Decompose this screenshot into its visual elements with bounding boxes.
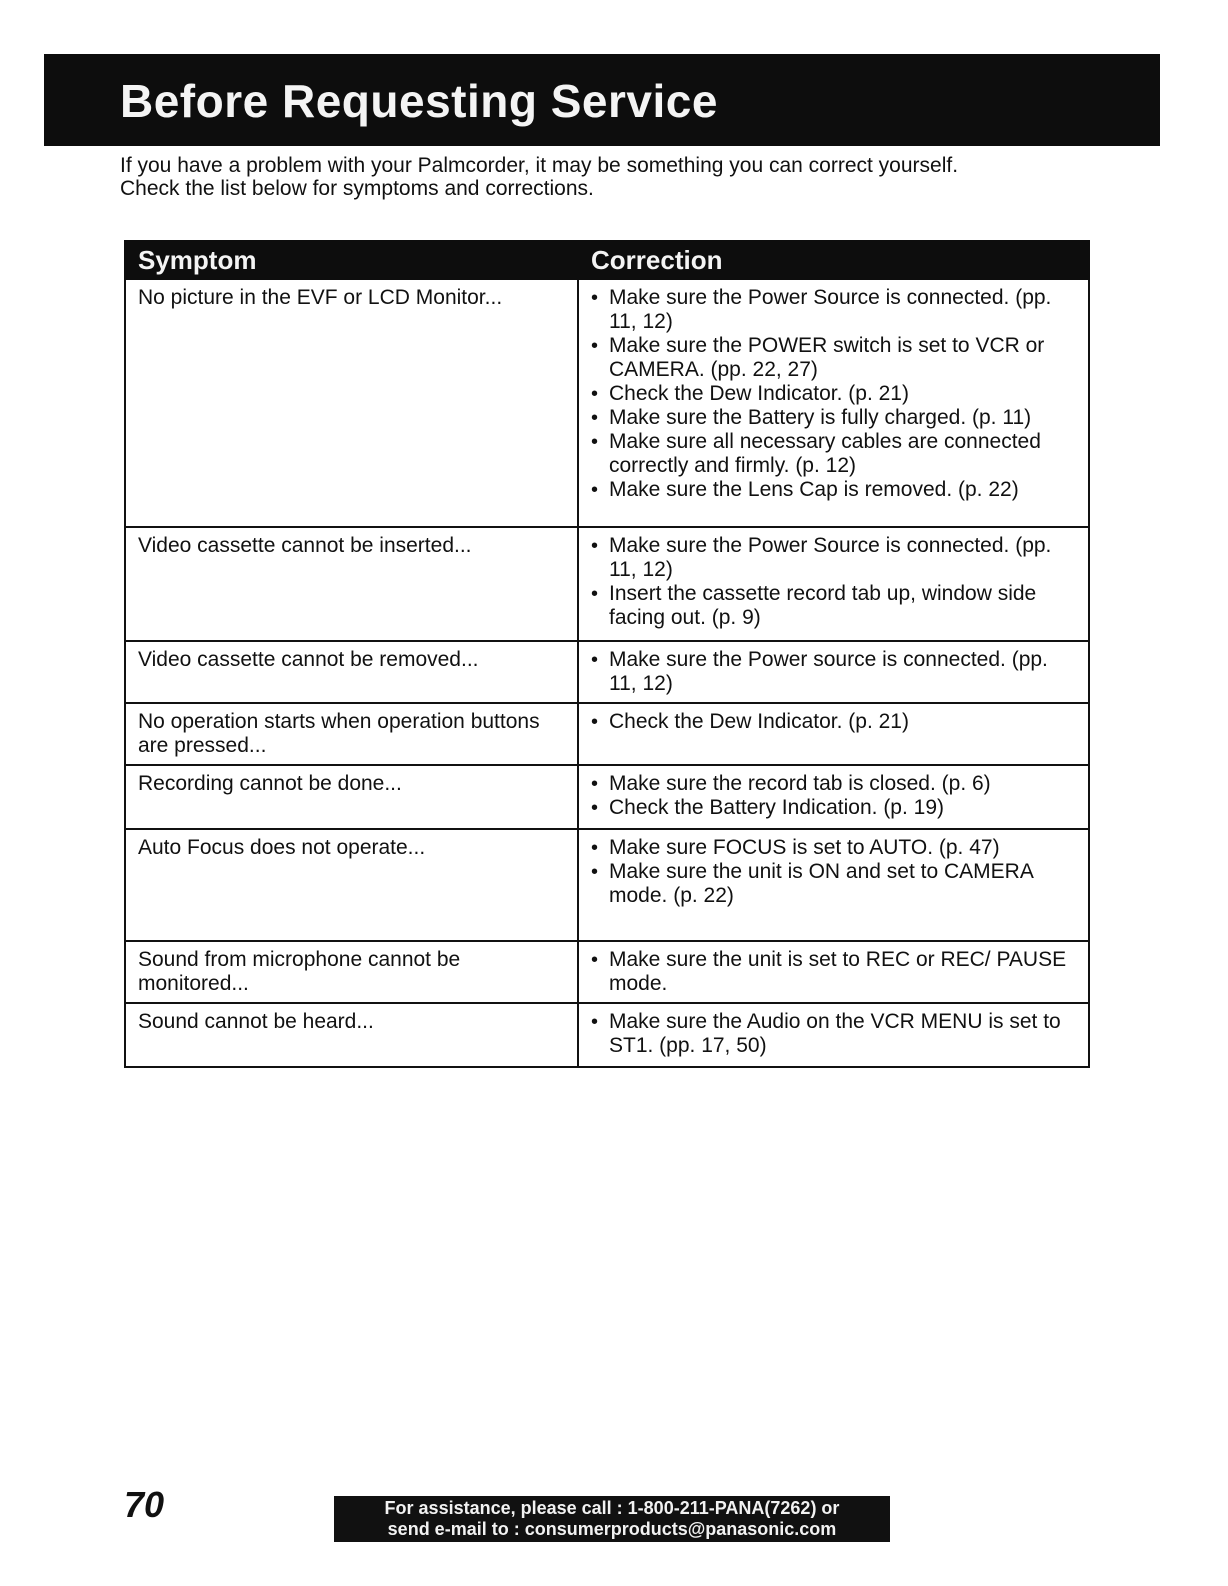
correction-item: • Make sure the Power Source is connected. (pp. 11, 12)	[591, 534, 1078, 582]
title-bar	[44, 54, 1160, 146]
correction-item: • Make sure the unit is ON and set to CAMERA mode. (p. 22)	[591, 860, 1078, 908]
table-row	[125, 1003, 1089, 1067]
intro-text	[120, 154, 1020, 200]
assistance-phone: For assistance, please call : 1-800-211-PANA(7262) or	[384, 1498, 840, 1518]
correction-item: • Make sure the Power source is connected. (pp. 11, 12)	[591, 648, 1078, 696]
correction-item: • Make sure the record tab is closed. (p. 6)	[591, 772, 1078, 796]
intro-line-2: Check the list below for symptoms and corrections.	[120, 177, 594, 200]
table-row	[125, 641, 1089, 703]
correction-cell	[578, 527, 1089, 641]
correction-item: • Make sure the unit is set to REC or REC/ PAUSE mode.	[591, 948, 1078, 996]
correction-item: • Make sure all necessary cables are connected correctly and firmly. (p. 12)	[591, 430, 1078, 478]
table-row	[125, 279, 1089, 527]
correction-cell	[578, 941, 1089, 1003]
table-row	[125, 829, 1089, 941]
correction-item: • Make sure the Battery is fully charged. (p. 11)	[591, 406, 1078, 430]
table-row	[125, 527, 1089, 641]
table-header-row	[125, 241, 1089, 279]
correction-item: • Make sure the POWER switch is set to VCR or CAMERA. (pp. 22, 27)	[591, 334, 1078, 382]
correction-item: • Make sure the Audio on the VCR MENU is set to ST1. (pp. 17, 50)	[591, 1010, 1078, 1058]
correction-item: • Make sure FOCUS is set to AUTO. (p. 47)	[591, 836, 1078, 860]
symptom-cell: No picture in the EVF or LCD Monitor...	[125, 279, 578, 527]
table-row	[125, 765, 1089, 829]
correction-cell	[578, 703, 1089, 765]
troubleshooting-table	[124, 240, 1090, 1068]
column-header-correction: Correction	[578, 241, 1089, 279]
assistance-email: send e-mail to : consumerproducts@panasonic.com	[387, 1519, 837, 1539]
correction-cell	[578, 279, 1089, 527]
symptom-cell: Sound cannot be heard...	[125, 1003, 578, 1067]
correction-item: • Check the Dew Indicator. (p. 21)	[591, 710, 1078, 734]
symptom-cell: Recording cannot be done...	[125, 765, 578, 829]
correction-cell	[578, 765, 1089, 829]
table-row	[125, 941, 1089, 1003]
correction-item: • Make sure the Power Source is connected. (pp. 11, 12)	[591, 286, 1078, 334]
correction-item: • Check the Battery Indication. (p. 19)	[591, 796, 1078, 820]
correction-item: • Insert the cassette record tab up, window side facing out. (p. 9)	[591, 582, 1078, 630]
correction-cell	[578, 1003, 1089, 1067]
symptom-cell: Sound from microphone cannot be monitored...	[125, 941, 578, 1003]
correction-cell	[578, 641, 1089, 703]
symptom-cell: Auto Focus does not operate...	[125, 829, 578, 941]
column-header-symptom: Symptom	[125, 241, 578, 279]
correction-cell	[578, 829, 1089, 941]
page-number: 70	[124, 1484, 165, 1525]
symptom-cell: Video cassette cannot be inserted...	[125, 527, 578, 641]
symptom-cell: Video cassette cannot be removed...	[125, 641, 578, 703]
intro-line-1: If you have a problem with your Palmcorder, it may be something you can correct yourself.	[120, 154, 959, 177]
symptom-cell: No operation starts when operation buttons are pressed...	[125, 703, 578, 765]
assistance-banner	[334, 1496, 890, 1542]
correction-item: • Check the Dew Indicator. (p. 21)	[591, 382, 1078, 406]
correction-item: • Make sure the Lens Cap is removed. (p. 22)	[591, 478, 1078, 502]
table-row	[125, 703, 1089, 765]
page-title: Before Requesting Service	[120, 75, 718, 127]
